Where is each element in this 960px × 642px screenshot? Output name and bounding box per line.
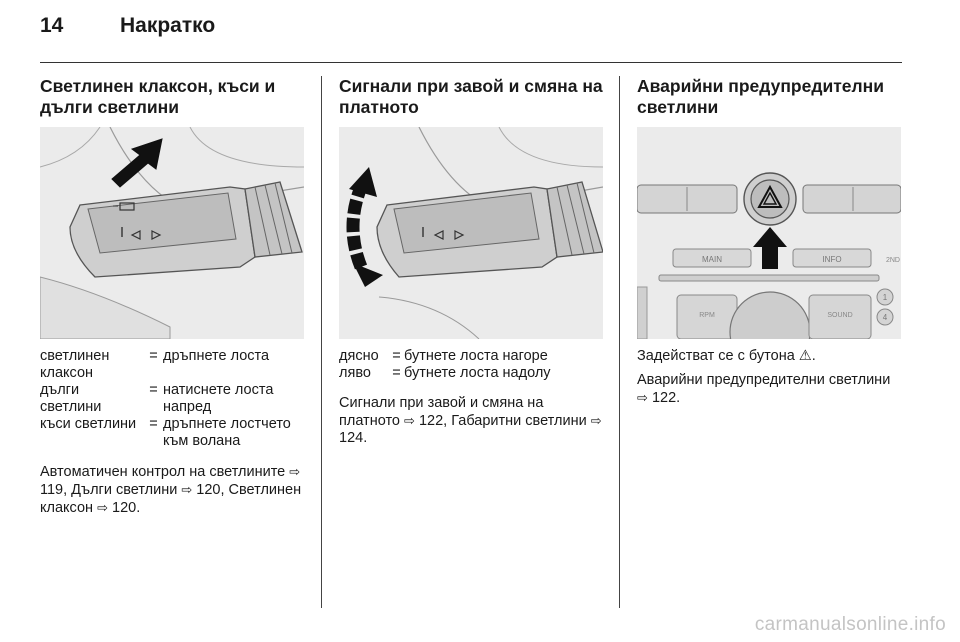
- column-divider: [619, 76, 620, 608]
- legend-item: [40, 382, 304, 416]
- section-headlight-controls: [40, 76, 304, 517]
- page-ref-arrow-icon: ⇨: [181, 482, 193, 497]
- button-label-rpm: RPM: [699, 312, 715, 319]
- para-text: .: [811, 348, 816, 364]
- section-turn-signals: [339, 76, 603, 447]
- column-divider: [321, 76, 322, 608]
- page-ref-link[interactable]: 120: [112, 500, 137, 516]
- page-ref-link[interactable]: 120: [196, 482, 221, 498]
- figure-light-switch-stalk: [40, 127, 304, 339]
- legend-equals: =: [149, 382, 158, 398]
- button-label-sound: SOUND: [827, 312, 853, 319]
- para-text: .: [136, 500, 141, 516]
- legend-list: [339, 348, 603, 382]
- legend-description: бутнете лоста нагоре: [404, 348, 548, 364]
- para-text: Сигнали при завой и смяна на платното: [339, 395, 544, 429]
- legend-term: дясно: [339, 348, 379, 364]
- legend-list: [40, 348, 304, 450]
- legend-item: [40, 416, 304, 450]
- legend-term: ляво: [339, 365, 371, 381]
- para-text: , Светлинен клаксон: [40, 482, 302, 516]
- page-title: Накратко: [120, 14, 216, 37]
- section-heading: Сигнали при завой и смяна на платното: [339, 76, 603, 117]
- legend-equals: =: [149, 416, 158, 432]
- legend-description: дръпнете лостчето към волана: [163, 416, 291, 449]
- page-ref-arrow-icon: ⇨: [404, 413, 415, 428]
- turn-signal-illustration: [339, 127, 603, 339]
- page-header: [40, 14, 900, 52]
- figure-hazard-button: [637, 127, 901, 339]
- page-ref-arrow-icon: ⇨: [637, 390, 648, 405]
- section-heading: Аварийни предупредителни светлини: [637, 76, 884, 117]
- button-label-2nd: 2ND: [885, 257, 901, 264]
- header-rule: [40, 62, 902, 63]
- hazard-instruction: [637, 348, 901, 365]
- stalk-illustration: [40, 127, 304, 339]
- legend-item: [40, 348, 304, 382]
- button-label-main: MAIN: [702, 255, 722, 264]
- figure-turn-signal-stalk: [339, 127, 603, 339]
- page-number: 14: [40, 14, 64, 37]
- page-ref-arrow-icon: ⇨: [289, 464, 301, 479]
- page-ref-arrow-icon: ⇨: [97, 500, 108, 515]
- para-text: Аварийни предупредителни светлини: [637, 372, 891, 388]
- cross-reference-paragraph: [339, 395, 603, 447]
- button-label-info: INFO: [822, 255, 842, 264]
- legend-equals: =: [392, 365, 401, 381]
- para-text: .: [676, 390, 681, 406]
- para-text: , Дълги светлини: [63, 482, 182, 498]
- section-hazard-lights: [637, 76, 901, 407]
- hazard-triangle-icon: ⚠: [798, 348, 812, 364]
- legend-description: дръпнете лоста: [163, 348, 270, 364]
- page-ref-arrow-icon: ⇨: [590, 413, 602, 428]
- legend-term: къси светлини: [40, 416, 137, 432]
- legend-item: [339, 348, 603, 365]
- preset-label: 4: [882, 313, 888, 322]
- legend-description: бутнете лоста надолу: [404, 365, 551, 381]
- page-ref-link[interactable]: 122: [418, 413, 444, 429]
- para-text: .: [363, 430, 368, 446]
- legend-term: светлинен клаксон: [40, 348, 110, 381]
- para-text: Задействат се с бутона: [637, 348, 799, 364]
- page-ref-link[interactable]: 122: [651, 390, 677, 406]
- para-text: Автоматичен контрол на светлините: [40, 464, 290, 480]
- preset-label: 1: [882, 293, 888, 302]
- page-ref-link[interactable]: 119: [40, 482, 64, 498]
- cross-reference-paragraph: [637, 372, 901, 407]
- legend-term: дълги светлини: [40, 382, 102, 415]
- legend-item: [339, 365, 603, 382]
- legend-description: натиснете лоста напред: [163, 382, 274, 415]
- legend-equals: =: [149, 348, 158, 364]
- cross-reference-paragraph: [40, 463, 304, 517]
- legend-equals: =: [392, 348, 401, 364]
- watermark: carmanualsonline.info: [754, 614, 946, 635]
- console-illustration: [637, 127, 901, 339]
- page-ref-link[interactable]: 124: [339, 430, 364, 446]
- para-text: , Габаритни светлини: [443, 413, 591, 429]
- section-heading: Светлинен клаксон, къси и дълги светлини: [40, 76, 276, 117]
